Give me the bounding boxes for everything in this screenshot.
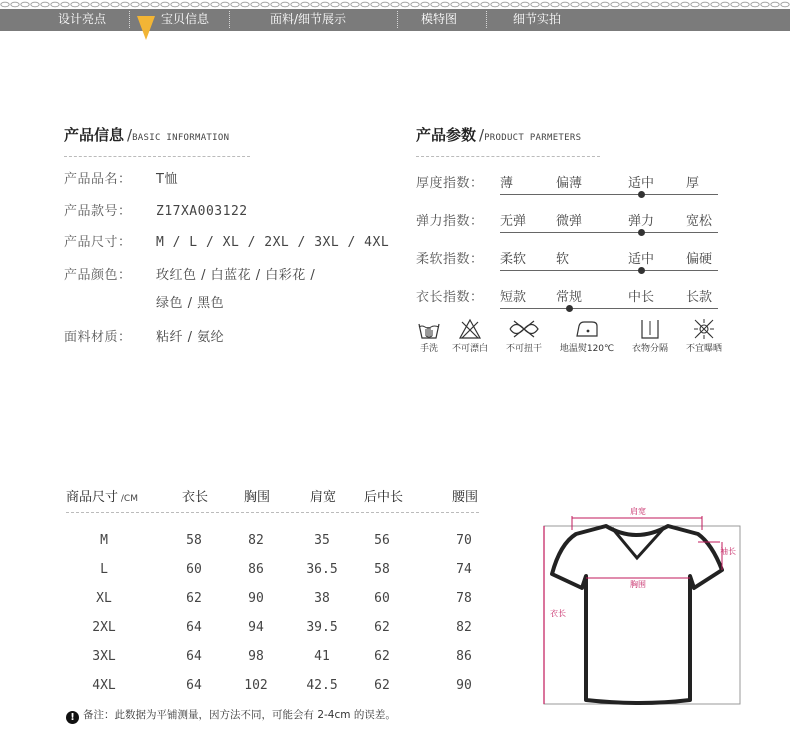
shoulder-label: 肩宽	[630, 507, 646, 516]
param-label: 弹力指数：	[416, 214, 484, 229]
param-option: 偏薄	[556, 176, 583, 191]
nav-bar	[0, 9, 790, 30]
care-low-iron: 地温熨120℃	[556, 318, 618, 354]
size-cell: 62	[374, 678, 390, 693]
measurement-note: ! 备注：此数据为平铺测量，因方法不同，可能会有 2-4cm 的误差。	[66, 707, 396, 724]
active-tab-marker	[137, 16, 155, 40]
size-row-label: 3XL	[92, 649, 116, 664]
parameters-heading: 产品参数 /PRODUCT PARMETERS	[416, 126, 582, 144]
divider	[64, 156, 250, 157]
size-column-header: 后中长	[364, 490, 404, 505]
tshirt-icon	[552, 526, 722, 703]
param-scale-line	[500, 194, 718, 195]
hand-wash-icon	[417, 318, 441, 340]
param-label: 衣长指数：	[416, 290, 484, 305]
info-row-sizes: 产品尺寸： M / L / XL / 2XL / 3XL / 4XL	[64, 235, 390, 250]
size-cell: 62	[186, 591, 202, 606]
size-row-label: XL	[96, 591, 112, 606]
size-row-label: M	[100, 533, 108, 548]
size-cell: 64	[186, 620, 202, 635]
no-wring-icon	[506, 318, 542, 340]
size-cell: 90	[248, 591, 264, 606]
size-cell: 78	[456, 591, 472, 606]
parameters-subtitle: PRODUCT PARMETERS	[484, 133, 582, 143]
param-scale-marker	[566, 305, 573, 312]
info-row-colors-cont: 绿色 / 黑色	[156, 296, 225, 311]
param-scale-marker	[638, 229, 645, 236]
top-nav	[0, 0, 790, 32]
size-cell: 98	[248, 649, 264, 664]
product-info-subtitle: BASIC INFORMATION	[132, 133, 230, 143]
warning-icon: !	[66, 711, 79, 724]
nav-separator	[229, 11, 230, 28]
nav-separator	[397, 11, 398, 28]
param-scale-marker	[638, 267, 645, 274]
param-scale-marker	[638, 191, 645, 198]
param-option: 常规	[556, 290, 583, 305]
info-row-name: 产品品名： T恤	[64, 172, 178, 187]
care-separate-wash: 衣物分隔	[626, 318, 674, 354]
size-cell: 38	[314, 591, 330, 606]
divider	[66, 512, 479, 513]
size-cell: 74	[456, 562, 472, 577]
product-info-title: 产品信息	[64, 126, 125, 144]
no-sun-icon	[692, 318, 716, 340]
size-cell: 86	[248, 562, 264, 577]
size-cell: 58	[186, 533, 202, 548]
size-cell: 35	[314, 533, 330, 548]
divider	[416, 156, 600, 157]
nav-tab-detail-photos[interactable]: 细节实拍	[513, 12, 562, 26]
size-cell: 60	[374, 591, 390, 606]
info-row-colors: 产品颜色： 玫红色 / 白蓝花 / 白彩花 /	[64, 268, 316, 283]
param-option: 宽松	[686, 214, 713, 229]
size-cell: 64	[186, 678, 202, 693]
param-option: 厚	[686, 176, 700, 191]
size-cell: 82	[456, 620, 472, 635]
size-cell: 58	[374, 562, 390, 577]
care-hand-wash: 手洗	[416, 318, 442, 354]
size-row-label: L	[100, 562, 108, 577]
param-option: 偏硬	[686, 252, 713, 267]
low-iron-icon	[574, 318, 600, 340]
size-cell: 42.5	[306, 678, 338, 693]
size-cell: 86	[456, 649, 472, 664]
param-scale-line	[500, 232, 718, 233]
param-option: 短款	[500, 290, 527, 305]
param-option: 弹力	[628, 214, 655, 229]
parameters-title: 产品参数	[416, 126, 477, 144]
chest-label: 胸围	[630, 580, 646, 589]
size-column-header: 腰围	[452, 490, 479, 505]
separate-wash-icon	[638, 318, 662, 340]
param-option: 微弹	[556, 214, 583, 229]
nav-separator	[129, 11, 130, 28]
size-cell: 56	[374, 533, 390, 548]
info-row-style-number: 产品款号： Z17XA003122	[64, 204, 248, 219]
size-cell: 70	[456, 533, 472, 548]
nav-tab-product-info[interactable]: 宝贝信息	[161, 12, 210, 26]
param-option: 适中	[628, 252, 655, 267]
nav-separator	[486, 11, 487, 28]
size-cell: 36.5	[306, 562, 338, 577]
size-cell: 102	[244, 678, 268, 693]
size-table-header-label: 商品尺寸 /CM	[66, 490, 138, 505]
size-row-label: 4XL	[92, 678, 116, 693]
sleeve-label: 袖长	[720, 547, 736, 556]
care-no-sun: 不宜曝晒	[680, 318, 728, 354]
size-row-label: 2XL	[92, 620, 116, 635]
size-cell: 82	[248, 533, 264, 548]
param-option: 中长	[628, 290, 655, 305]
nav-tab-fabric-details[interactable]: 面料/细节展示	[270, 12, 347, 26]
product-info-heading: 产品信息 /BASIC INFORMATION	[64, 126, 230, 144]
size-cell: 60	[186, 562, 202, 577]
size-cell: 41	[314, 649, 330, 664]
size-cell: 39.5	[306, 620, 338, 635]
care-no-wring: 不可扭干	[501, 318, 547, 354]
size-cell: 62	[374, 649, 390, 664]
nav-tab-design-highlights[interactable]: 设计亮点	[58, 12, 107, 26]
param-label: 柔软指数：	[416, 252, 484, 267]
param-scale-line	[500, 270, 718, 271]
param-option: 长款	[686, 290, 713, 305]
size-column-header: 肩宽	[310, 490, 337, 505]
tshirt-measure-diagram	[540, 504, 750, 710]
param-option: 柔软	[500, 252, 527, 267]
param-label: 厚度指数：	[416, 176, 484, 191]
size-column-header: 衣长	[182, 490, 209, 505]
param-option: 软	[556, 252, 570, 267]
size-cell: 90	[456, 678, 472, 693]
size-cell: 64	[186, 649, 202, 664]
size-cell: 94	[248, 620, 264, 635]
param-scale-line	[500, 308, 718, 309]
nav-tab-model-photos[interactable]: 模特图	[421, 12, 458, 26]
param-option: 适中	[628, 176, 655, 191]
size-cell: 62	[374, 620, 390, 635]
care-no-bleach: 不可漂白	[447, 318, 493, 354]
info-row-material: 面料材质： 粘纤 / 氨纶	[64, 330, 225, 345]
no-bleach-icon	[458, 318, 482, 340]
size-column-header: 胸围	[244, 490, 271, 505]
param-option: 薄	[500, 176, 514, 191]
nav-decorative-border	[0, 0, 790, 9]
param-option: 无弹	[500, 214, 527, 229]
length-label: 衣长	[550, 609, 566, 618]
